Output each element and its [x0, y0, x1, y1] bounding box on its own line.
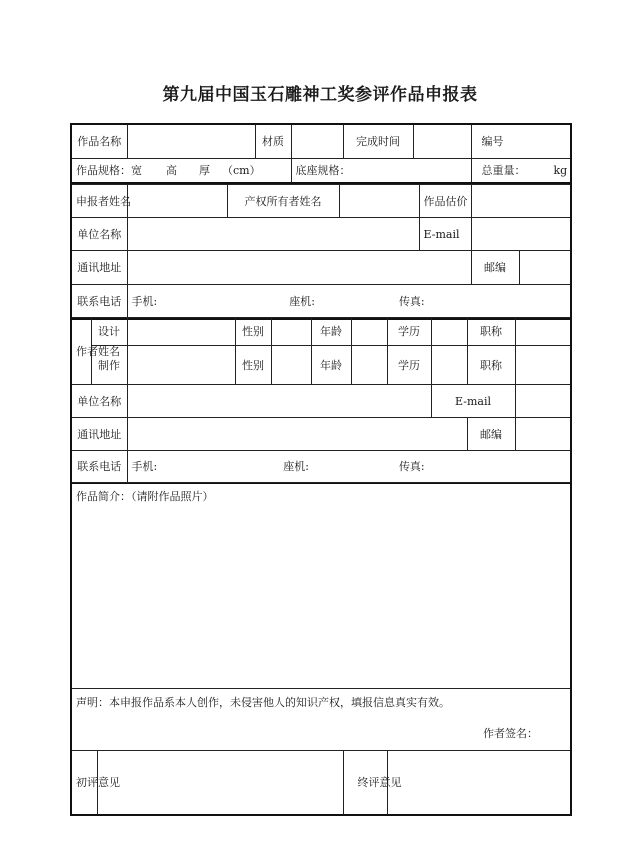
final-review-field[interactable]	[387, 751, 571, 815]
designer-age-field[interactable]	[351, 318, 387, 346]
weight-unit: kg	[553, 163, 568, 177]
spec-cell[interactable]	[71, 158, 291, 183]
applicant-email-label: E-mail	[419, 218, 471, 251]
maker-title-field[interactable]	[515, 346, 571, 385]
spec-high-label: 高	[166, 163, 177, 177]
author-zip-label: 邮编	[467, 418, 515, 451]
signature-label: 作者签名：	[483, 727, 538, 740]
applicant-address-label: 通讯地址	[71, 251, 127, 285]
maker-edu-label: 学历	[387, 346, 431, 385]
spec-unit: （cm）	[222, 163, 261, 177]
author-table	[70, 317, 572, 484]
maker-title-label: 职称	[467, 346, 515, 385]
base-spec-cell[interactable]	[291, 158, 471, 183]
estimate-field[interactable]	[471, 185, 571, 218]
spec-thick-label: 厚	[199, 163, 210, 177]
author-unit-label: 单位名称	[71, 385, 127, 418]
initial-review-field[interactable]	[97, 751, 343, 815]
maker-age-field[interactable]	[351, 346, 387, 385]
author-email-field[interactable]	[515, 385, 571, 418]
author-phone-cell[interactable]	[127, 451, 571, 483]
applicant-table	[70, 184, 572, 320]
applicant-name-label: 申报者姓名	[71, 185, 127, 218]
author-mobile-label: 手机:	[131, 459, 158, 473]
owner-name-field[interactable]	[339, 185, 419, 218]
applicant-email-field[interactable]	[471, 218, 571, 251]
applicant-address-field[interactable]	[127, 251, 471, 285]
author-fax-label: 传真:	[398, 459, 425, 473]
author-landline-label: 座机:	[283, 459, 309, 473]
initial-review-label: 初评意见	[71, 751, 97, 815]
weight-cell[interactable]	[471, 158, 571, 183]
designer-name-field[interactable]	[127, 318, 235, 346]
author-unit-field[interactable]	[127, 385, 431, 418]
intro-review-table	[70, 482, 572, 816]
author-address-field[interactable]	[127, 418, 467, 451]
owner-name-label: 产权所有者姓名	[227, 185, 339, 218]
applicant-fax-label: 传真:	[398, 294, 425, 308]
work-info-table	[70, 123, 572, 184]
maker-edu-field[interactable]	[431, 346, 467, 385]
maker-gender-field[interactable]	[271, 346, 311, 385]
statement-cell	[71, 689, 571, 751]
designer-gender-field[interactable]	[271, 318, 311, 346]
author-phone-label: 联系电话	[71, 451, 127, 483]
author-address-label: 通讯地址	[71, 418, 127, 451]
material-label: 材质	[255, 124, 291, 158]
applicant-landline-label: 座机:	[289, 294, 315, 308]
author-email-label: E-mail	[431, 385, 515, 418]
designer-gender-label: 性别	[235, 318, 271, 346]
estimate-label: 作品估价	[419, 185, 471, 218]
designer-age-label: 年龄	[311, 318, 351, 346]
form-title: 第九届中国玉石雕神工奖参评作品申报表	[162, 85, 478, 105]
final-review-label: 终评意见	[343, 751, 387, 815]
maker-name-field[interactable]	[127, 346, 235, 385]
intro-label: 作品简介：（请附作品照片）	[76, 490, 214, 503]
maker-age-label: 年龄	[311, 346, 351, 385]
intro-cell[interactable]	[71, 483, 571, 689]
applicant-unit-label: 单位名称	[71, 218, 127, 251]
author-zip-field[interactable]	[515, 418, 571, 451]
applicant-phone-label: 联系电话	[71, 285, 127, 319]
author-name-side-label: 作者姓名	[71, 318, 91, 385]
base-spec-label: 底座规格：	[295, 163, 351, 177]
work-name-field[interactable]	[127, 124, 255, 158]
design-label: 设计	[91, 318, 127, 346]
designer-title-label: 职称	[467, 318, 515, 346]
spec-label: 作品规格：宽	[76, 163, 142, 177]
signature-row[interactable]	[76, 726, 566, 741]
completion-time-field[interactable]	[413, 124, 471, 158]
applicant-zip-label: 邮编	[471, 251, 519, 285]
maker-label: 制作	[91, 346, 127, 385]
applicant-zip-field[interactable]	[519, 251, 571, 285]
statement-text: 声明：本申报作品系本人创作，未侵害他人的知识产权，填报信息真实有效。	[76, 696, 450, 709]
material-field[interactable]	[291, 124, 343, 158]
completion-time-label: 完成时间	[343, 124, 413, 158]
weight-label: 总重量：	[481, 163, 526, 177]
maker-gender-label: 性别	[235, 346, 271, 385]
designer-edu-label: 学历	[387, 318, 431, 346]
applicant-unit-field[interactable]	[127, 218, 419, 251]
work-name-label: 作品名称	[71, 124, 127, 158]
number-label: 编号	[481, 134, 504, 148]
applicant-name-field[interactable]	[127, 185, 227, 218]
applicant-mobile-label: 手机:	[131, 294, 158, 308]
number-cell[interactable]	[471, 124, 571, 158]
applicant-phone-cell[interactable]	[127, 285, 571, 319]
designer-title-field[interactable]	[515, 318, 571, 346]
designer-edu-field[interactable]	[431, 318, 467, 346]
